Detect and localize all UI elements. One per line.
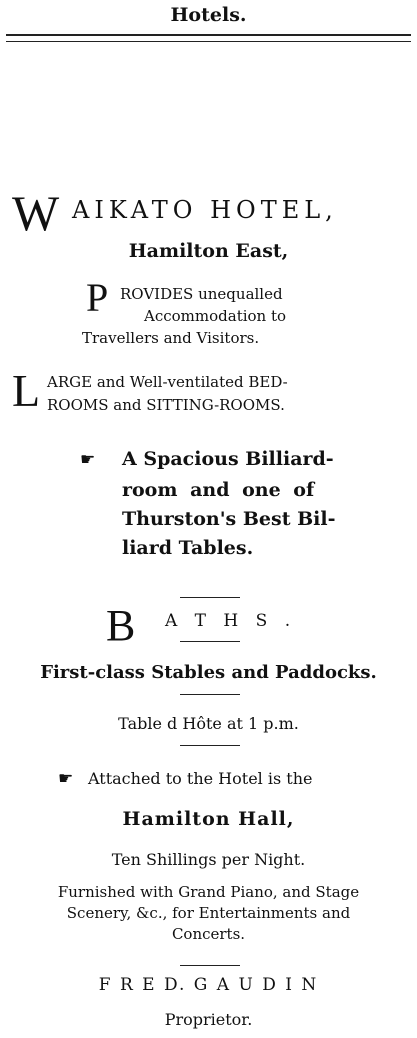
title-drop-cap: W: [12, 185, 60, 241]
hall-name: Hamilton Hall,: [122, 808, 295, 830]
heading-rule-bottom: [6, 41, 411, 42]
billiards-line-2: room and one of: [122, 479, 315, 501]
attached-line: Attached to the Hotel is the: [88, 769, 313, 788]
provides-line-1: ROVIDES unequalled: [120, 285, 283, 303]
rooms-drop-cap: L: [12, 365, 41, 416]
pointing-hand-icon: ☛: [80, 450, 96, 470]
price-line: Ten Shillings per Night.: [111, 850, 306, 869]
provides-line-2: Accommodation to: [144, 307, 287, 325]
stables-line: First-class Stables and Paddocks.: [40, 662, 377, 683]
divider: [180, 597, 240, 598]
baths-heading: A T H S .: [165, 611, 297, 631]
hotel-name: AIKATO HOTEL,: [72, 196, 338, 224]
billiards-line-4: liard Tables.: [122, 537, 254, 559]
table-dhote-line: Table d Hôte at 1 p.m.: [118, 714, 299, 733]
divider: [180, 641, 240, 642]
provides-line-3: Travellers and Visitors.: [82, 329, 260, 347]
divider: [180, 694, 240, 695]
baths-drop-cap: B: [106, 601, 136, 650]
proprietor-name: F R E D. G A U D I N: [98, 975, 319, 995]
rooms-line-1: ARGE and Well-ventilated BED-: [47, 373, 288, 391]
rooms-line-2: ROOMS and SITTING-ROOMS.: [47, 396, 285, 414]
furnished-line-3: Concerts.: [171, 925, 246, 943]
billiards-line-1: A Spacious Billiard-: [122, 448, 334, 470]
divider: [180, 745, 240, 746]
heading-rule-top: [6, 34, 411, 36]
divider: [180, 965, 240, 966]
pointing-hand-icon: ☛: [58, 769, 74, 789]
furnished-line-2: Scenery, &c., for Entertainments and: [66, 904, 351, 922]
proprietor-title: Proprietor.: [164, 1010, 253, 1029]
billiards-line-3: Thurston's Best Bil-: [122, 508, 336, 530]
hotel-location: Hamilton East,: [128, 240, 289, 262]
provides-drop-cap: P: [86, 275, 109, 320]
furnished-line-1: Furnished with Grand Piano, and Stage: [57, 883, 360, 901]
section-heading: Hotels.: [170, 4, 247, 26]
